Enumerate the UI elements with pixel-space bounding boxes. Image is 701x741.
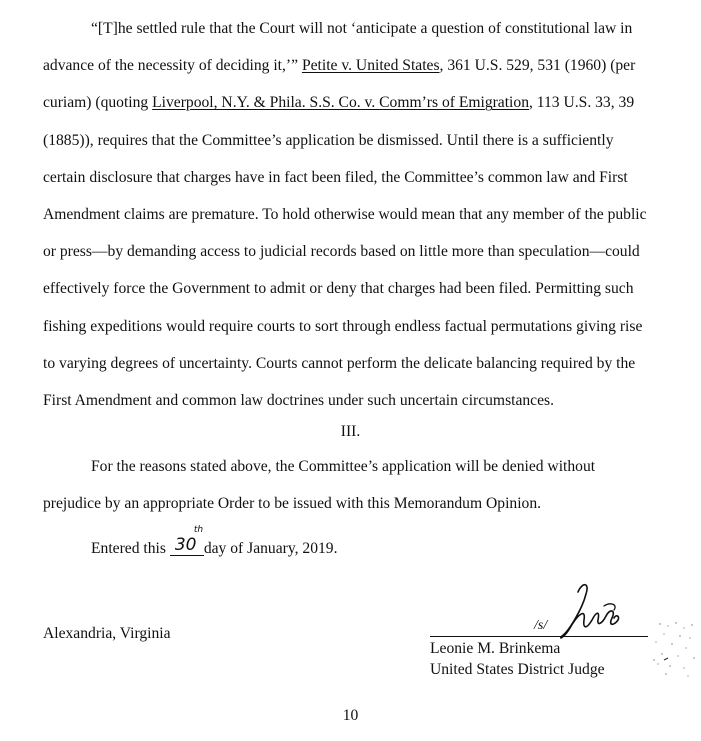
paragraph-line: certain disclosure that charges have in fact been filed, the Committee’s common law and First <box>43 168 628 186</box>
faint-stamp-marks <box>650 620 698 680</box>
paragraph-body <box>43 10 683 419</box>
entered-suffix: day of January, 2019. <box>203 540 338 557</box>
signature-block <box>430 580 670 690</box>
page-number: 10 <box>342 707 359 724</box>
conclusion-line-2: prejudice by an appropriate Order to be issued with this Memorandum Opinion. <box>43 495 542 512</box>
paragraph-line: (1885)), requires that the Committee’s application be dismissed. Until there is a sufficiently <box>43 131 614 149</box>
paragraph-line: fishing expeditions would require courts to sort through endless factual permutations giving rise <box>43 317 643 335</box>
signature-line <box>430 636 648 637</box>
case-citation-liverpool: Liverpool, N.Y. & Phila. S.S. Co. v. Comm’rs of Emigration <box>152 94 529 112</box>
judge-title: United States District Judge <box>430 661 605 678</box>
paragraph-line: First Amendment and common law doctrines under such uncertain circumstances. <box>43 391 554 409</box>
signature-slash-mark: /s/ <box>534 618 548 633</box>
paragraph-line: curiam) (quoting Liverpool, N.Y. & Phila. S.S. Co. v. Comm’rs of Emigration, 113 U.S. 33, 39 <box>43 94 635 112</box>
handwritten-signature <box>556 580 626 644</box>
judge-name: Leonie M. Brinkema <box>430 640 561 657</box>
section-heading: III. <box>340 423 361 440</box>
conclusion-line-1: For the reasons stated above, the Committee’s application will be denied without <box>91 458 596 475</box>
paragraph-line: advance of the necessity of deciding it,’” Petite v. United States, 361 U.S. 529, 531 (1960) (per <box>43 57 636 75</box>
entered-prefix: Entered this <box>91 540 166 557</box>
paragraph-line: “[T]he settled rule that the Court will not ‘anticipate a question of constitutional law in <box>91 20 633 37</box>
paragraph-line: Amendment claims are premature. To hold otherwise would mean that any member of the public <box>43 205 647 223</box>
location: Alexandria, Virginia <box>43 625 171 642</box>
paragraph-line: or press—by demanding access to judicial records based on little more than speculation—could <box>43 243 640 261</box>
handwritten-day: 30 th <box>170 537 204 556</box>
entered-date <box>91 525 338 558</box>
case-citation-petite: Petite v. United States <box>301 57 440 75</box>
paragraph-line: effectively force the Government to admit or deny that charges had been filed. Permitting such <box>43 280 634 298</box>
paragraph-line: to varying degrees of uncertainty. Courts cannot perform the delicate balancing required by the <box>43 354 636 372</box>
